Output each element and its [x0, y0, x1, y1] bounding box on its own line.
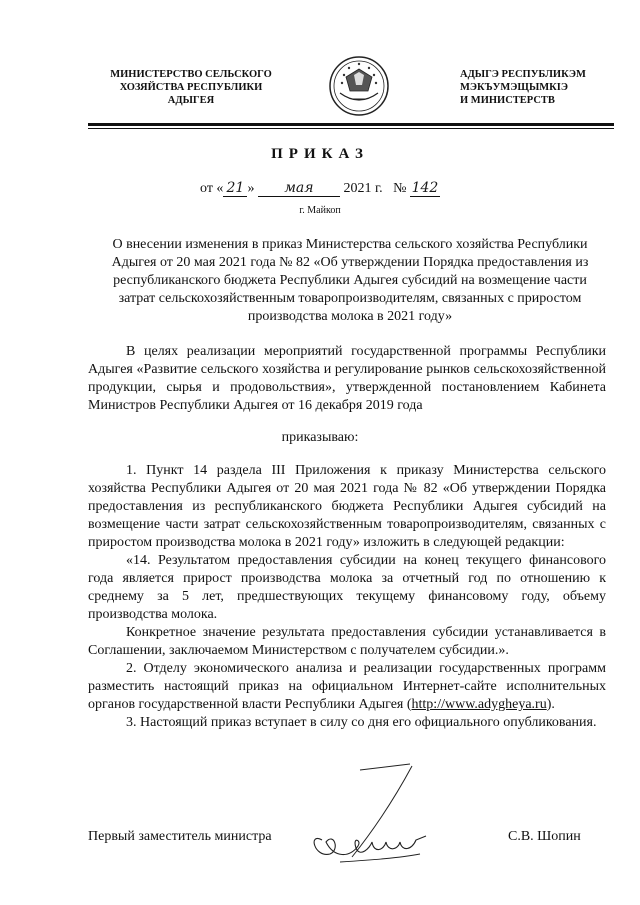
coat-of-arms-icon — [328, 55, 390, 117]
order-items — [88, 462, 606, 732]
preamble — [88, 343, 606, 415]
order-word: приказываю: — [281, 430, 359, 445]
header-left-line: ХОЗЯЙСТВА РЕСПУБЛИКИ — [119, 82, 263, 93]
signatory-name: С.В. Шопин — [508, 829, 581, 844]
header-right-line: И МИНИСТЕРСТВ — [460, 95, 555, 106]
item-2 — [88, 660, 606, 714]
ministry-name-russian — [96, 68, 286, 107]
document-title: ПРИКАЗ — [271, 146, 369, 162]
signatory-position: Первый заместитель министра — [88, 829, 272, 844]
order-day: 21 — [223, 180, 247, 197]
header-left-line: МИНИСТЕРСТВО СЕЛЬСКОГО — [110, 69, 272, 80]
item-1: 1. Пункт 14 раздела III Приложения к приказу Министерства сельского хозяйства Республики Адыгея от 20 мая 2021 года № 82 «Об утверждении Порядка предоставления из республиканского бюджета Республики Адыгея субсидий на возмещение части затрат сельскохозяйственным товаропроизводителям, связанных с приростом производства молока в 2021 году» изложить в следующей редакции: — [88, 463, 606, 550]
date-mid: » — [247, 181, 255, 196]
number-prefix: № — [393, 181, 407, 196]
item-3: 3. Настоящий приказ вступает в силу со дня его официального опубликования. — [126, 715, 597, 730]
order-year: 2021 г. — [343, 181, 383, 196]
header-left-line: АДЫГЕЯ — [167, 95, 215, 106]
handwritten-signature — [300, 762, 450, 882]
order-date-line — [200, 180, 440, 197]
item-1-quote-1: «14. Результатом предоставления субсидии на конец текущего финансового года является прирост производства молока за отчетный год по отношению к среднему за 5 лет, предшествующих текущему финансовому году, объему производства молока. — [88, 553, 606, 622]
item-2-text: 2. Отделу экономического анализа и реализации государственных программ разместить настоящий приказ на официальном Интернет-сайте исполнительных органов государственной власти Республики Адыгея ( — [88, 661, 606, 712]
item-1-quote-2: Конкретное значение результата предоставления субсидии устанавливается в Соглашении, заключаемом Министерством с получателем субсидии.». — [88, 625, 606, 658]
order-month: мая — [258, 180, 340, 197]
ministry-name-adyghe — [460, 68, 610, 107]
order-number: 142 — [411, 180, 439, 196]
item-2-end: ). — [546, 697, 555, 712]
date-prefix: от « — [200, 181, 224, 196]
order-subject: О внесении изменения в приказ Министерства сельского хозяйства Республики Адыгея от 20 мая 2021 года № 82 «Об утверждении Порядка предоставления из республиканского бюджета Республики Адыгея субсидий на возмещение части затрат сельскохозяйственным товаропроизводителям, связанных с приростом производства молока в 2021 году» — [111, 237, 589, 324]
preamble-text: В целях реализации мероприятий государственной программы Республики Адыгея «Развитие сельского хозяйства и регулирование рынков сельскохозяйственной продукции, сырья и продовольствия», утвержденной постановлением Кабинета Министров Республики Адыгея от 16 декабря 2019 года — [88, 344, 606, 413]
header-right-line: МЭКЪУМЭЩЫМКIЭ — [460, 82, 568, 93]
website-link[interactable]: http://www.adygheya.ru — [411, 697, 547, 712]
header-right-line: АДЫГЭ РЕСПУБЛИКЭМ — [460, 69, 586, 80]
header-divider-thick — [88, 123, 614, 126]
header-divider-thin — [88, 128, 614, 129]
order-city: г. Майкоп — [299, 205, 341, 216]
